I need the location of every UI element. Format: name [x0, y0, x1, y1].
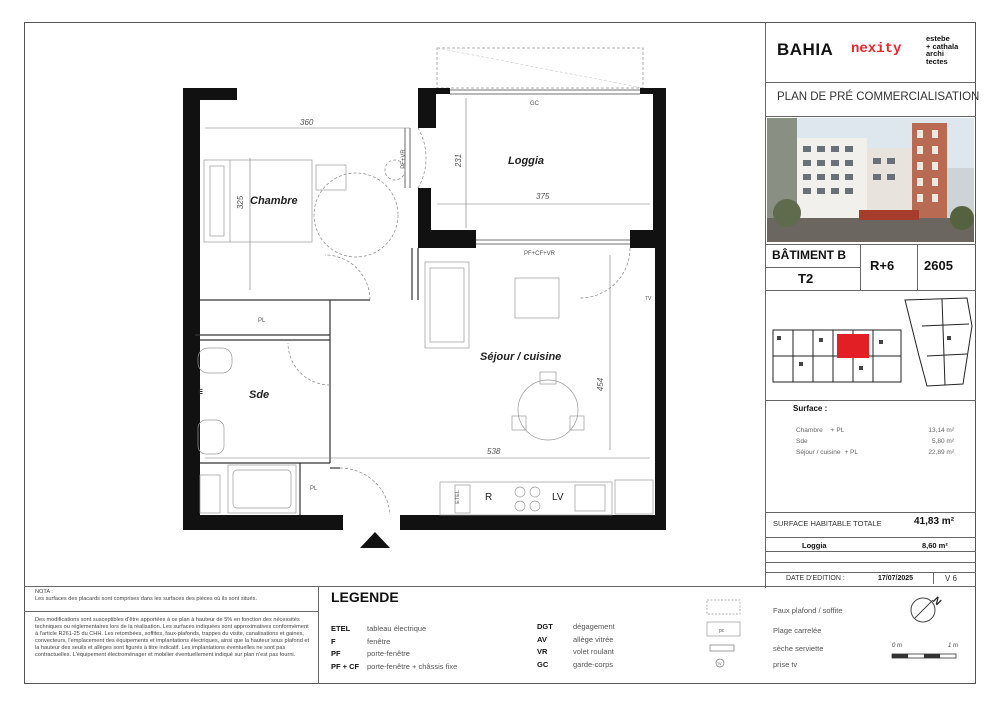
dim-sejour-width: 538 — [487, 447, 501, 456]
legend-item: GC garde-corps — [537, 659, 614, 669]
unit-type: T2 — [798, 271, 814, 286]
legend-title: LEGENDE — [331, 589, 399, 605]
surface-row: Sde 5,80 m² — [796, 438, 954, 445]
room-label-loggia: Loggia — [508, 155, 545, 167]
label-m: m — [197, 388, 205, 395]
room-label-sejour: Séjour / cuisine — [480, 351, 562, 363]
surface-row: Séjour / cuisine + PL 22,89 m² — [796, 449, 954, 456]
project-name: BAHIA — [777, 40, 834, 59]
legend-left — [331, 622, 457, 672]
architect-logo: estebe + cathala archi tectes — [926, 34, 959, 66]
loggia-label: Loggia — [802, 541, 827, 550]
legend-item: PF + CF porte-fenêtre + châssis fixe — [331, 661, 458, 671]
surface-table — [796, 425, 954, 458]
developer-logo: nexity — [851, 41, 902, 57]
faux-plafond-icon — [707, 600, 740, 614]
legend-symbol-labels: Faux plafond / soffite Plage carrelée sèche serviette prise tv — [773, 606, 843, 669]
legend-item: DGT dégagement — [537, 622, 615, 631]
label-gc: GC — [530, 101, 539, 107]
legend-item: AV allège vitrée — [537, 634, 614, 644]
surface-row: Chambre + PL 13,14 m² — [796, 427, 954, 434]
label-lv: LV — [552, 492, 564, 503]
nota-title: NOTA : — [35, 589, 53, 595]
surface-title: Surface : — [793, 404, 828, 413]
titleblock-divider — [765, 22, 766, 588]
legend-item: PF porte-fenêtre — [331, 649, 410, 658]
unit-floor: R+6 — [870, 258, 895, 273]
label-tv: TV — [645, 296, 652, 302]
north-label: N — [930, 595, 944, 608]
scale-end: 1 m — [948, 643, 959, 649]
room-label-sde: Sde — [249, 389, 270, 401]
key-plan — [767, 296, 974, 398]
dim-loggia-depth: 231 — [454, 153, 464, 168]
dim-chambre-width: 360 — [300, 118, 314, 127]
room-label-chambre: Chambre — [250, 195, 298, 207]
habitable-value: 41,83 m² — [914, 516, 955, 527]
legend-item: F fenêtre — [331, 636, 391, 646]
label-pf-vr: PF+VR — [400, 149, 407, 169]
scale-bar — [890, 652, 960, 662]
nota-paragraph: Des modifications sont susceptibles d'être apportées à ce plan à hauteur de 5% en fonction des nécessités techniques ou réglementaires lors de la réalisation. Les surfaces indiquées sont approximatives conformément à l'article R261-25 du CHH. Les retombées, soffites, faux-plafonds, trappes du visite, canalisations et gaines, convecteurs, l'emplacement des équipements et implantations électriques, ainsi que la hauteur sous plafond et la hauteur des seuils et allèges sont figurés à titre indicatif. Les implantations éventuelles ne sont pas contractuelles. L'équipement électroménager et mobilier éventuellement indiqué sur plan n'est pas fourni. — [35, 617, 310, 658]
legend-right — [537, 620, 615, 670]
label-etel: ETEL — [454, 490, 461, 504]
svg-text:TV: TV — [717, 662, 722, 666]
scale-start: 0 m — [892, 643, 903, 649]
building-label: BÂTIMENT B — [772, 248, 846, 262]
edition-date: 17/07/2025 — [878, 575, 914, 582]
dim-chambre-depth: 325 — [236, 195, 246, 210]
label-pf-cf-vr: PF+CF+VR — [524, 251, 556, 257]
dim-loggia-width: 375 — [536, 192, 550, 201]
edition-label: DATE D'EDITION : — [786, 575, 845, 582]
label-pl-entry: PL — [310, 486, 318, 492]
legend-item: VR volet roulant — [537, 647, 614, 656]
dim-sejour-depth: 454 — [596, 377, 606, 392]
document-type: PLAN DE PRÉ COMMERCIALISATION — [777, 91, 980, 103]
nota-block — [35, 589, 315, 603]
seche-serviette-icon — [710, 645, 734, 651]
label-r: R — [485, 492, 493, 503]
unit-number: 2605 — [924, 258, 953, 273]
nota-line1: Les surfaces des placards sont comprises dans les surfaces des pièces où ils sont situés. — [35, 596, 257, 602]
habitable-label: SURFACE HABITABLE TOTALE — [773, 519, 882, 528]
label-pl-chambre: PL — [258, 318, 266, 324]
legend-symbols — [700, 596, 750, 684]
legend-item: ETEL tableau électrique — [331, 624, 427, 633]
building-render — [767, 118, 974, 242]
edition-version: V 6 — [945, 574, 958, 583]
loggia-value: 8,60 m² — [922, 541, 948, 550]
svg-text:pc: pc — [719, 628, 725, 634]
